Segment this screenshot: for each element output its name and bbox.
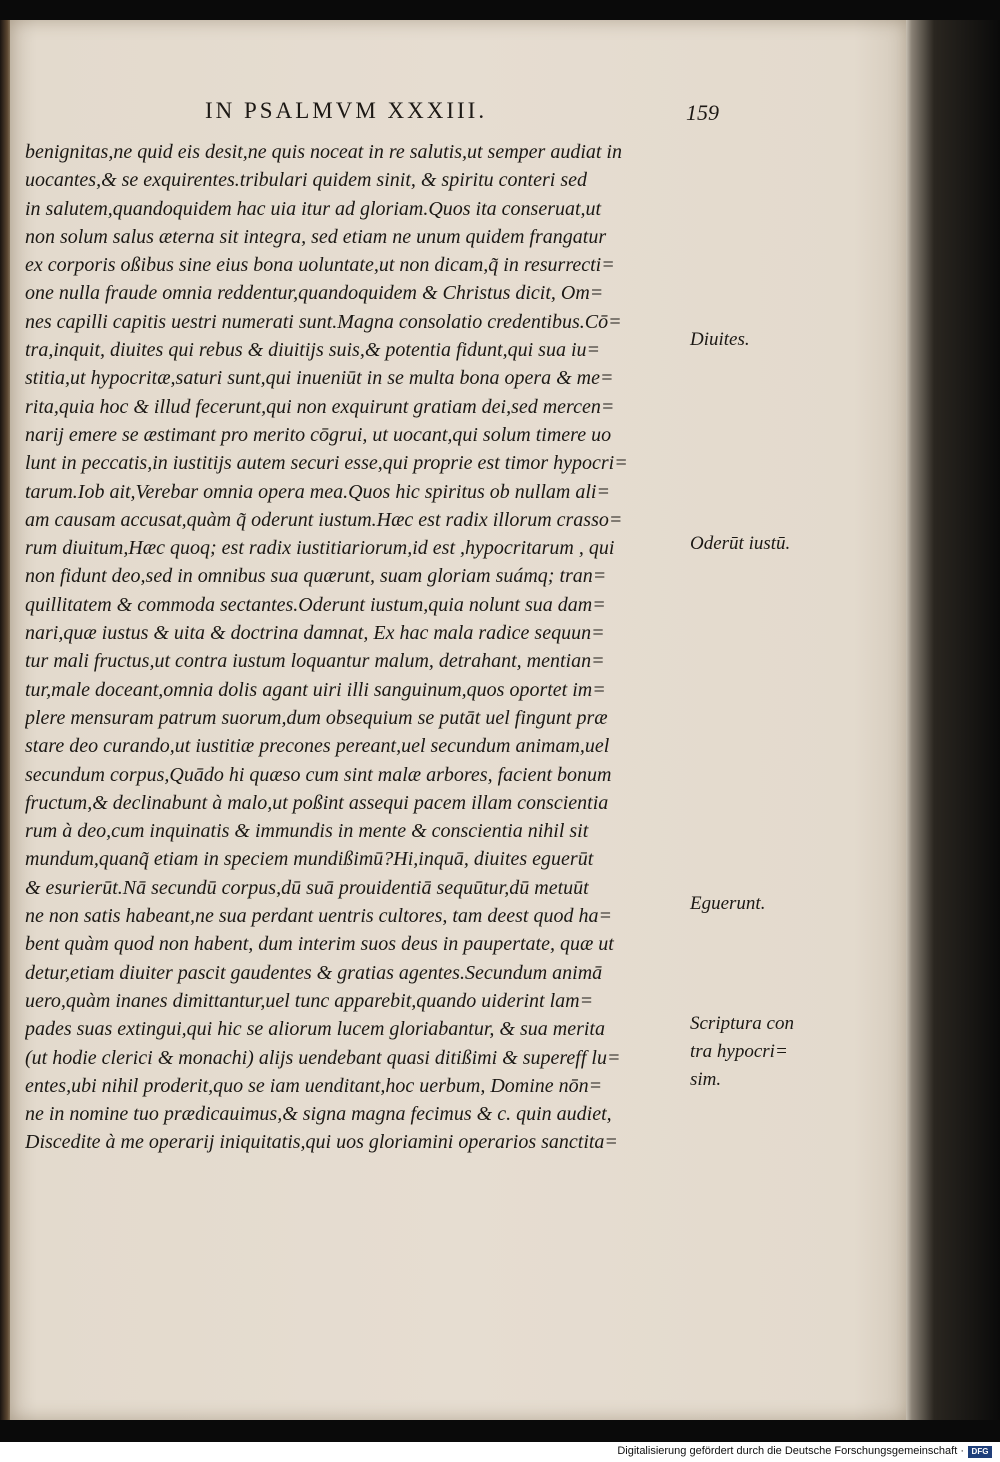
body-line: tur,male doceant,omnia dolis agant uiri illi sanguinum,quos oportet im= <box>25 678 606 701</box>
body-line: nes capilli capitis uestri numerati sunt.Magna consolatio credentibus.Cō= <box>25 310 622 333</box>
body-line: ne in nomine tuo prædicauimus,& signa magna fecimus & c. quin audiet, <box>25 1103 612 1126</box>
body-line: stitia,ut hypocritæ,saturi sunt,qui inueniūt in se multa bona opera & me= <box>25 367 614 390</box>
margin-note-eguerunt: Eguerunt. <box>690 893 766 914</box>
margin-note-diuites: Diuites. <box>690 329 750 350</box>
body-line: in salutem,quandoquidem hac uia itur ad gloriam.Quos ita conseruat,ut <box>25 197 602 220</box>
margin-note-scriptura-2: tra hypocri= <box>690 1041 788 1062</box>
body-line: Discedite à me operarij iniquitatis,qui uos gloriamini operarios sanctita= <box>25 1131 618 1154</box>
running-title: IN PSALMVM XXXIII. <box>205 98 488 123</box>
body-line: & esurierūt.Nā secundū corpus,dū suā prouidentiā sequūtur,dū metuūt <box>25 876 589 899</box>
margin-note-scriptura-1: Scriptura con <box>690 1013 794 1034</box>
body-line: uero,quàm inanes dimittantur,uel tunc apparebit,quando uiderint lam= <box>25 989 594 1012</box>
body-line: nari,quæ iustus & uita & doctrina damnat, Ex hac mala radice sequun= <box>25 622 605 645</box>
body-line: narij emere se æstimant pro merito cōgrui, ut uocant,qui solum timere uo <box>25 423 612 446</box>
body-line: secundum corpus,Quādo hi quæso cum sint malæ arbores, facient bonum <box>25 763 612 786</box>
body-line: tarum.Iob ait,Verebar omnia opera mea.Quos hic spiritus ob nullam ali= <box>25 480 610 503</box>
body-line: tur mali fructus,ut contra iustum loquantur malum, detrahant, mentian= <box>25 650 605 673</box>
body-line: entes,ubi nihil proderit,quo se iam uenditant,hoc uerbum, Domine nōn= <box>25 1074 603 1097</box>
body-line: ex corporis oßibus sine eius bona uoluntate,ut non dicam,q̃ in resurrecti= <box>25 254 615 277</box>
footer-bar <box>0 1442 1000 1462</box>
body-line: rum diuitum,Hæc quoq; est radix iustitiariorum,id est ,hypocritarum , qui <box>25 537 615 560</box>
body-line: tra,inquit, diuites qui rebus & diuitijs suis,& potentia fidunt,qui sua iu= <box>25 339 601 362</box>
body-line: bent quàm quod non habent, dum interim suos deus in paupertate, quæ ut <box>25 933 614 956</box>
body-line: stare deo curando,ut iustitiæ precones pereant,uel secundum animam,uel <box>25 735 610 758</box>
body-line: quillitatem & commoda sectantes.Oderunt iustum,quia nolunt sua dam= <box>25 593 606 616</box>
page-edge-shadow <box>906 20 1000 1420</box>
body-line: am causam accusat,quàm q̃ oderunt iustum.Hæc est radix illorum crasso= <box>25 508 623 531</box>
body-line: uocantes,& se exquirentes.tribulari quidem sinit, & spiritu conteri sed <box>25 169 587 192</box>
body-line: mundum,quanq̃ etiam in speciem mundißimū?Hi,inquā, diuites eguerūt <box>25 848 594 871</box>
body-line: detur,etiam diuiter pascit gaudentes & gratias agentes.Secundum animā <box>25 961 603 984</box>
body-line: ne non satis habeant,ne sua perdant uentris cultores, tam deest quod ha= <box>25 905 612 928</box>
body-line: fructum,& declinabunt à malo,ut poßint assequi pacem illam conscientia <box>25 791 609 814</box>
body-line: pades suas extingui,qui hic se aliorum lucem gloriabantur, & sua merita <box>25 1018 605 1041</box>
margin-note-scriptura-3: sim. <box>690 1069 722 1090</box>
body-line: plere mensuram patrum suorum,dum obsequium se putāt uel fingunt præ <box>25 706 608 729</box>
body-line: non solum salus æterna sit integra, sed etiam ne unum quidem frangatur <box>25 225 607 248</box>
body-text <box>25 138 685 1157</box>
body-line: (ut hodie clerici & monachi) alijs uendebant quasi ditißimi & supereff lu= <box>25 1046 621 1069</box>
body-line: benignitas,ne quid eis desit,ne quis noceat in re salutis,ut semper audiat in <box>25 141 622 163</box>
body-line: rita,quia hoc & illud fecerunt,qui non exquirunt gratiam dei,sed mercen= <box>25 395 615 418</box>
margin-note-oderunt: Oderūt iustū. <box>690 533 791 554</box>
dfg-logo: DFG <box>968 1446 992 1458</box>
dfg-credit: Digitalisierung gefördert durch die Deutsche Forschungsgemeinschaft · <box>617 1445 964 1457</box>
body-line: one nulla fraude omnia reddentur,quandoquidem & Christus dicit, Om= <box>25 282 604 305</box>
folio-number: 159 <box>686 100 719 125</box>
body-line: lunt in peccatis,in iustitijs autem securi esse,qui proprie est timor hypocri= <box>25 452 628 475</box>
body-line: non fidunt deo,sed in omnibus sua quærunt, suam gloriam suámq; tran= <box>25 565 607 588</box>
body-line: rum à deo,cum inquinatis & immundis in mente & conscientia nihil sit <box>25 820 589 843</box>
